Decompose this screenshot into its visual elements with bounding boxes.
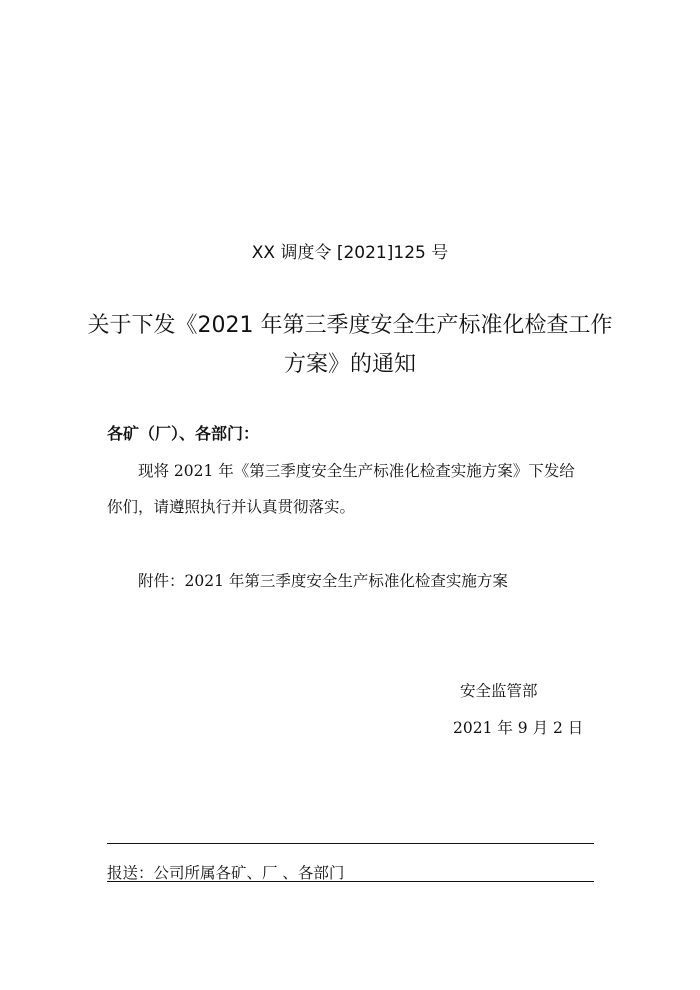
salutation: 各矿（厂）、各部门： bbox=[107, 424, 260, 443]
document-title-line-2: 方案》的通知 bbox=[283, 352, 416, 377]
attachment-note: 附件：2021 年第三季度安全生产标准化检查实施方案 bbox=[138, 572, 508, 590]
issuing-department: 安全监管部 bbox=[460, 682, 538, 700]
body-paragraph-line-1: 现将 2021 年《第三季度安全生产标准化检查实施方案》下发给 bbox=[138, 462, 575, 480]
body-paragraph-line-2: 你们，请遵照执行并认真贯彻落实。 bbox=[107, 498, 356, 516]
divider-top bbox=[107, 843, 594, 844]
document-title-line-1: 关于下发《2021 年第三季度安全生产标准化检查工作 bbox=[87, 313, 613, 338]
issue-date: 2021 年 9 月 2 日 bbox=[453, 719, 584, 737]
divider-bottom bbox=[107, 881, 594, 882]
document-number: XX 调度令 [2021]125 号 bbox=[251, 243, 449, 263]
cc-recipients: 报送：公司所属各矿、厂 、各部门 bbox=[107, 864, 345, 882]
